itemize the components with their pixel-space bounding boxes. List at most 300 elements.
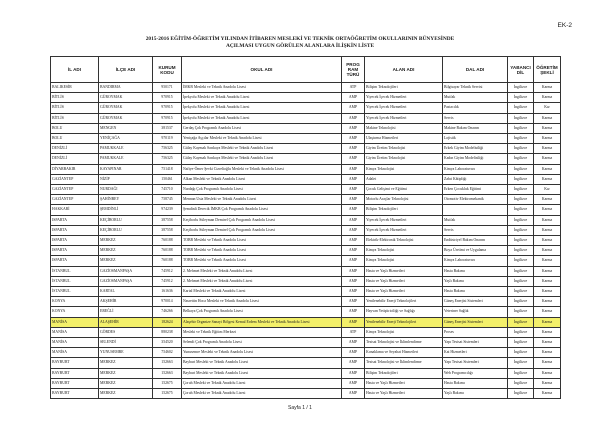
cell-program-type: AMP — [342, 134, 365, 144]
cell-school-name: Nafiye-Ömer Şevki Cizrelioğlu Mesleki ve Teknik Anadolu Lisesi — [182, 164, 342, 174]
cell-program-type: AMP — [342, 205, 365, 215]
cell-branch-name: Yaşlı Bakımı — [443, 276, 508, 286]
cell-field-name: Yiyecek İçecek Hizmetleri — [365, 225, 443, 235]
table-row — [51, 154, 561, 164]
cell-program-type: AMP — [342, 266, 365, 276]
cell-school-name: Yunusemre Mesleki ve Teknik Anadolu Lisesi — [182, 348, 342, 358]
cell-branch-name: Kimya Laboratuvarı — [443, 256, 508, 266]
cell-education-type: Karma — [534, 358, 561, 368]
cell-school-name: Bayburt Mesleki ve Teknik Anadolu Lisesi — [182, 368, 342, 378]
table-row — [51, 215, 561, 225]
cell-district: PAMUKKALE — [99, 154, 153, 164]
cell-education-type: Karma — [534, 378, 561, 388]
cell-institution-code: 746266 — [153, 307, 182, 317]
cell-field-name: Yenilenebilir Enerji Teknolojileri — [365, 297, 443, 307]
table-row — [51, 123, 561, 133]
cell-institution-code: 182624 — [153, 317, 182, 327]
cell-district: MENGEN — [99, 123, 153, 133]
table-row — [51, 348, 561, 358]
cell-education-type: Karma — [534, 134, 561, 144]
cell-foreign-language: İngilizce — [508, 83, 534, 93]
cell-education-type: Karma — [534, 236, 561, 246]
table-row — [51, 297, 561, 307]
cell-institution-code: 745912 — [153, 276, 182, 286]
cell-branch-name: Web Programcılığı — [443, 368, 508, 378]
annex-label: EK-2 — [557, 22, 572, 29]
cell-field-name: Hasta ve Yaşlı Hizmetleri — [365, 287, 443, 297]
cell-institution-code: 150461 — [153, 174, 182, 184]
header-province: İL ADI — [51, 57, 99, 83]
cell-school-name: Gerdaş Çok Programlı Anadolu Lisesi — [182, 123, 342, 133]
header-branch-name: DAL ADI — [443, 57, 508, 83]
cell-field-name: Bilişim Teknolojileri — [365, 205, 443, 215]
cell-school-name: Bayburt Mesleki ve Teknik Anadolu Lisesi — [182, 358, 342, 368]
cell-institution-code: 745710 — [153, 185, 182, 195]
cell-school-name: Mennan Usta Mesleki ve Teknik Anadolu Lisesi — [182, 195, 342, 205]
cell-foreign-language: İngilizce — [508, 358, 534, 368]
cell-province: MANİSA — [51, 327, 99, 337]
cell-school-name: Şemdinli Derecik İMKB Çok Programlı Anadolu Lisesi — [182, 205, 342, 215]
cell-district: MERKEZ — [99, 368, 153, 378]
cell-education-type: Karma — [534, 246, 561, 256]
cell-program-type: AMP — [342, 93, 365, 103]
table-row — [51, 93, 561, 103]
cell-branch-name: Kat Hizmetleri — [443, 348, 508, 358]
cell-district: GÜROYMAK — [99, 93, 153, 103]
cell-education-type: Karma — [534, 266, 561, 276]
cell-district: GÜROYMAK — [99, 103, 153, 113]
cell-education-type: Karma — [534, 327, 561, 337]
cell-school-name: 2. Mehmet Mesleki ve Teknik Anadolu Lisesi — [182, 266, 342, 276]
header-institution-code: KURUM KODU — [153, 57, 182, 83]
cell-program-type: AMP — [342, 215, 365, 225]
cell-district: AKŞEHİR — [99, 297, 153, 307]
header-district: İLÇE ADI — [99, 57, 153, 83]
cell-foreign-language: İngilizce — [508, 327, 534, 337]
cell-field-name: Giyim Üretim Teknolojisi — [365, 154, 443, 164]
cell-district: MERKEZ — [99, 256, 153, 266]
table-row — [51, 307, 561, 317]
table-row — [51, 185, 561, 195]
cell-institution-code: 970915 — [153, 113, 182, 123]
cell-branch-name: Boya Üretimi ve Uygulama — [443, 246, 508, 256]
cell-foreign-language: İngilizce — [508, 215, 534, 225]
cell-program-type: AMP — [342, 287, 365, 297]
table-row — [51, 358, 561, 368]
cell-foreign-language: İngilizce — [508, 307, 534, 317]
cell-school-name: TOBB Mesleki ve Teknik Anadolu Lisesi — [182, 256, 342, 266]
header-school-name: OKUL ADI — [182, 57, 342, 83]
cell-field-name: Yenilenebilir Enerji Teknolojileri — [365, 317, 443, 327]
cell-district: KARTAL — [99, 287, 153, 297]
cell-district: MERKEZ — [99, 358, 153, 368]
cell-field-name: Makine Teknolojisi — [365, 123, 443, 133]
cell-school-name: Gülay Kaymak Sarıkaya Mesleki ve Teknik Anadolu Lisesi — [182, 154, 342, 164]
cell-school-name: Çoruh Mesleki ve Teknik Anadolu Lisesi — [182, 389, 342, 399]
cell-program-type: AMP — [342, 358, 365, 368]
cell-school-name: Yeniçağa Aşçılar Mesleki ve Teknik Anadolu Lisesi — [182, 134, 342, 144]
cell-branch-name: Lojistik — [443, 134, 508, 144]
cell-education-type: Karma — [534, 144, 561, 154]
cell-program-type: AMP — [342, 103, 365, 113]
table-row — [51, 236, 561, 246]
cell-foreign-language: İngilizce — [508, 134, 534, 144]
cell-institution-code: 754602 — [153, 348, 182, 358]
cell-field-name: Kimya Teknolojisi — [365, 256, 443, 266]
cell-school-name: Nurdağı Çok Programlı Anadolu Lisesi — [182, 185, 342, 195]
cell-education-type: Karma — [534, 338, 561, 348]
cell-province: ISPARTA — [51, 215, 99, 225]
table-row — [51, 317, 561, 327]
table-row — [51, 174, 561, 184]
cell-field-name: Adalet — [365, 174, 443, 184]
table-row — [51, 276, 561, 286]
cell-institution-code: 950171 — [153, 83, 182, 93]
cell-field-name: Bilişim Teknolojileri — [365, 368, 443, 378]
header-program-type: PROG RAM TÜRÜ — [342, 57, 365, 83]
cell-foreign-language: İngilizce — [508, 276, 534, 286]
cell-school-name: Belkaya Çok Programlı Anadolu Lisesi — [182, 307, 342, 317]
cell-province: BALIKESİR — [51, 83, 99, 93]
cell-field-name: Elektrik-Elektronik Teknolojisi — [365, 236, 443, 246]
cell-foreign-language: İngilizce — [508, 236, 534, 246]
cell-district: MERKEZ — [99, 246, 153, 256]
cell-province: MANİSA — [51, 338, 99, 348]
cell-foreign-language: İngilizce — [508, 225, 534, 235]
cell-branch-name: Mutfak — [443, 215, 508, 225]
cell-foreign-language: İngilizce — [508, 368, 534, 378]
cell-institution-code: 161636 — [153, 287, 182, 297]
cell-province: MANİSA — [51, 348, 99, 358]
cell-education-type: Karma — [534, 276, 561, 286]
cell-institution-code: 387558 — [153, 215, 182, 225]
cell-province: BOLU — [51, 134, 99, 144]
cell-district: GAZİOSMANPAŞA — [99, 266, 153, 276]
cell-district: KEÇİBORLU — [99, 215, 153, 225]
cell-program-type: AMP — [342, 113, 365, 123]
cell-school-name: Keçiborlu Süleyman Demirel Çok Programlı Anadolu Lisesi — [182, 215, 342, 225]
cell-institution-code: 970915 — [153, 93, 182, 103]
cell-program-type: AMP — [342, 123, 365, 133]
cell-institution-code: 152675 — [153, 378, 182, 388]
cell-district: KAYAPINAR — [99, 164, 153, 174]
cell-education-type: Kız — [534, 103, 561, 113]
cell-district: GAZİOSMANPAŞA — [99, 276, 153, 286]
table-row — [51, 195, 561, 205]
cell-province: BİTLİS — [51, 93, 99, 103]
cell-district: GÖRDES — [99, 327, 153, 337]
table-row — [51, 225, 561, 235]
cell-district: ŞAHİNBEY — [99, 195, 153, 205]
cell-branch-name: Güneş Enerjisi Sistemleri — [443, 297, 508, 307]
cell-foreign-language: İngilizce — [508, 246, 534, 256]
cell-school-name: Keçiborlu Süleyman Demirel Çok Programlı Anadolu Lisesi — [182, 225, 342, 235]
cell-province: ISPARTA — [51, 236, 99, 246]
table-row — [51, 205, 561, 215]
cell-education-type: Kız — [534, 185, 561, 195]
document-title: 2015-2016 EĞİTİM-ÖĞRETİM YILINDAN İTİBAREN MESLEKİ VE TEKNİK ORTAÖĞRETİM OKULLARININ BÜNYESİNDE — [145, 36, 455, 42]
cell-district: YUNUSEMRE — [99, 348, 153, 358]
cell-district: MERKEZ — [99, 236, 153, 246]
cell-program-type: AMP — [342, 195, 365, 205]
cell-education-type: Karma — [534, 164, 561, 174]
cell-province: GAZİANTEP — [51, 195, 99, 205]
cell-institution-code: 751418 — [153, 164, 182, 174]
table-row — [51, 83, 561, 93]
header-foreign-language: YABANCI DİL — [508, 57, 534, 83]
cell-institution-code: 970119 — [153, 134, 182, 144]
cell-institution-code: 152663 — [153, 368, 182, 378]
cell-district: PAMUKKALE — [99, 144, 153, 154]
cell-education-type: Karma — [534, 389, 561, 399]
table-row — [51, 144, 561, 154]
cell-program-type: AMP — [342, 389, 365, 399]
cell-school-name: Mesleki ve Teknik Eğitim Merkezi — [182, 327, 342, 337]
cell-province: ISPARTA — [51, 256, 99, 266]
table-row — [51, 327, 561, 337]
cell-branch-name: Hasta Bakımı — [443, 378, 508, 388]
cell-province: KONYA — [51, 297, 99, 307]
cell-branch-name: Güneş Enerjisi Sistemleri — [443, 317, 508, 327]
cell-program-type: AMP — [342, 154, 365, 164]
cell-school-name: İpekyolu Mesleki ve Teknik Anadolu Lisesi — [182, 113, 342, 123]
cell-foreign-language: İngilizce — [508, 205, 534, 215]
cell-foreign-language: İngilizce — [508, 195, 534, 205]
cell-program-type: AMP — [342, 164, 365, 174]
cell-school-name: Alaşehir Organize Sanayi Bölgesi Kemal Erdem Mesleki ve Teknik Anadolu Lisesi — [182, 317, 342, 327]
cell-foreign-language: İngilizce — [508, 317, 534, 327]
cell-school-name: Alkan Mesleki ve Teknik Anadolu Lisesi — [182, 174, 342, 184]
document-subtitle: AÇILMASI UYGUN GÖRÜLEN ALANLARA İLİŞKİN LİSTE — [225, 43, 375, 49]
cell-program-type: AMP — [342, 246, 365, 256]
cell-institution-code: 152663 — [153, 358, 182, 368]
cell-education-type: Karma — [534, 174, 561, 184]
cell-institution-code: 756325 — [153, 154, 182, 164]
cell-branch-name: Servis — [443, 225, 508, 235]
cell-institution-code: 745912 — [153, 266, 182, 276]
cell-education-type: Karma — [534, 287, 561, 297]
cell-school-name: İMKB Mesleki ve Teknik Anadolu Lisesi — [182, 83, 342, 93]
table-row — [51, 368, 561, 378]
table-row — [51, 338, 561, 348]
cell-program-type: AMP — [342, 174, 365, 184]
cell-province: GAZİANTEP — [51, 174, 99, 184]
cell-field-name: Yiyecek İçecek Hizmetleri — [365, 215, 443, 225]
cell-branch-name: Erkek Giyim Modelistliği — [443, 144, 508, 154]
cell-district: KEÇİBORLU — [99, 225, 153, 235]
cell-province: BAYBURT — [51, 368, 99, 378]
cell-foreign-language: İngilizce — [508, 287, 534, 297]
cell-branch-name: Yapı Tesisat Sistemleri — [443, 358, 508, 368]
cell-branch-name: Yapı Tesisat Sistemleri — [443, 338, 508, 348]
cell-school-name: Nasrettin Hoca Mesleki ve Teknik Anadolu Lisesi — [182, 297, 342, 307]
cell-education-type: Karma — [534, 195, 561, 205]
cell-program-type: AMP — [342, 338, 365, 348]
cell-school-name: 2. Mehmet Mesleki ve Teknik Anadolu Lisesi — [182, 276, 342, 286]
cell-institution-code: 760188 — [153, 236, 182, 246]
cell-institution-code: 381537 — [153, 123, 182, 133]
cell-province: GAZİANTEP — [51, 185, 99, 195]
table-row — [51, 287, 561, 297]
cell-foreign-language: İngilizce — [508, 123, 534, 133]
cell-province: DENİZLİ — [51, 154, 99, 164]
cell-province: DENİZLİ — [51, 144, 99, 154]
cell-education-type: Karma — [534, 348, 561, 358]
cell-province: BAYBURT — [51, 378, 99, 388]
cell-branch-name: Endüstriyel Bakım Onarım — [443, 236, 508, 246]
table-row — [51, 134, 561, 144]
cell-province: KONYA — [51, 307, 99, 317]
cell-field-name: Hasta ve Yaşlı Hizmetleri — [365, 266, 443, 276]
cell-branch-name: Erken Çocukluk Eğitimi — [443, 185, 508, 195]
cell-foreign-language: İngilizce — [508, 174, 534, 184]
cell-province: ISPARTA — [51, 225, 99, 235]
cell-field-name: Hasta ve Yaşlı Hizmetleri — [365, 276, 443, 286]
cell-school-name: Gülay Kaymak Sarıkaya Mesleki ve Teknik Anadolu Lisesi — [182, 144, 342, 154]
cell-province: İSTANBUL — [51, 287, 99, 297]
cell-school-name: TOBB Mesleki ve Teknik Anadolu Lisesi — [182, 246, 342, 256]
table-row — [51, 378, 561, 388]
header-field-name: ALAN ADI — [365, 57, 443, 83]
cell-field-name: Motorlu Araçlar Teknolojisi — [365, 195, 443, 205]
cell-program-type: AMP — [342, 317, 365, 327]
cell-branch-name: Proses — [443, 327, 508, 337]
cell-district: SELENDİ — [99, 338, 153, 348]
cell-education-type: Karma — [534, 297, 561, 307]
cell-program-type: AMP — [342, 297, 365, 307]
cell-field-name: Yiyecek İçecek Hizmetleri — [365, 93, 443, 103]
cell-program-type: AMP — [342, 225, 365, 235]
cell-education-type: Karma — [534, 256, 561, 266]
cell-school-name: Kartal Mesleki ve Teknik Anadolu Lisesi — [182, 287, 342, 297]
cell-foreign-language: İngilizce — [508, 389, 534, 399]
cell-foreign-language: İngilizce — [508, 144, 534, 154]
cell-education-type: Karma — [534, 83, 561, 93]
cell-province: BİTLİS — [51, 113, 99, 123]
cell-education-type: Karma — [534, 225, 561, 235]
cell-field-name: Hasta ve Yaşlı Hizmetleri — [365, 378, 443, 388]
cell-foreign-language: İngilizce — [508, 338, 534, 348]
cell-program-type: AMP — [342, 368, 365, 378]
cell-district: MERKEZ — [99, 378, 153, 388]
cell-program-type: AMP — [342, 185, 365, 195]
cell-province: MANİSA — [51, 317, 99, 327]
cell-field-name: Kimya Teknolojisi — [365, 246, 443, 256]
cell-school-name: Selendi Çok Programlı Anadolu Lisesi — [182, 338, 342, 348]
cell-institution-code: 760188 — [153, 246, 182, 256]
cell-school-name: İpekyolu Mesleki ve Teknik Anadolu Lisesi — [182, 103, 342, 113]
cell-institution-code: 760188 — [153, 256, 182, 266]
cell-program-type: AMP — [342, 236, 365, 246]
cell-program-type: AMP — [342, 144, 365, 154]
cell-district: BANDIRMA — [99, 83, 153, 93]
cell-branch-name: Kadın Giyim Modelistliği — [443, 154, 508, 164]
cell-field-name: Hasta ve Yaşlı Hizmetleri — [365, 389, 443, 399]
table-row — [51, 266, 561, 276]
cell-institution-code: 974239 — [153, 205, 182, 215]
cell-institution-code: 152675 — [153, 389, 182, 399]
cell-program-type: AMP — [342, 378, 365, 388]
cell-education-type: Karma — [534, 317, 561, 327]
cell-province: BAYBURT — [51, 358, 99, 368]
cell-foreign-language: İngilizce — [508, 93, 534, 103]
cell-district: ALAŞEHİR — [99, 317, 153, 327]
cell-district: YENİÇAĞA — [99, 134, 153, 144]
cell-branch-name: Hasta Bakımı — [443, 287, 508, 297]
cell-institution-code: 970915 — [153, 103, 182, 113]
cell-branch-name — [443, 205, 508, 215]
cell-branch-name: Pastacılık — [443, 103, 508, 113]
cell-school-name: İpekyolu Mesleki ve Teknik Anadolu Lisesi — [182, 93, 342, 103]
cell-branch-name: Hasta Bakımı — [443, 266, 508, 276]
cell-branch-name: Zabıt Kâtipliği — [443, 174, 508, 184]
cell-foreign-language: İngilizce — [508, 256, 534, 266]
page-number: Sayfa 1 / 1 — [288, 405, 312, 411]
cell-education-type: Karma — [534, 215, 561, 225]
cell-field-name: Konaklama ve Seyahat Hizmetleri — [365, 348, 443, 358]
cell-program-type: ATP — [342, 327, 365, 337]
cell-education-type: Karma — [534, 205, 561, 215]
cell-program-type: ATP — [342, 83, 365, 93]
cell-district: NİZİP — [99, 174, 153, 184]
cell-branch-name: Kimya Laboratuvarı — [443, 164, 508, 174]
cell-province: İSTANBUL — [51, 266, 99, 276]
cell-education-type: Karma — [534, 307, 561, 317]
table-header-row — [51, 57, 561, 83]
cell-foreign-language: İngilizce — [508, 185, 534, 195]
cell-branch-name: Mutfak — [443, 93, 508, 103]
cell-province: BİTLİS — [51, 103, 99, 113]
cell-field-name: Bilişim Teknolojileri — [365, 83, 443, 93]
cell-field-name: Tesisat Teknolojisi ve İklimlendirme — [365, 338, 443, 348]
cell-province: BOLU — [51, 123, 99, 133]
cell-branch-name: Veteriner Sağlık — [443, 307, 508, 317]
cell-program-type: AMP — [342, 256, 365, 266]
cell-institution-code: 880238 — [153, 327, 182, 337]
cell-branch-name: Bilgisayar Teknik Servisi — [443, 83, 508, 93]
cell-education-type: Karma — [534, 154, 561, 164]
table-row — [51, 246, 561, 256]
cell-branch-name: Yaşlı Bakımı — [443, 389, 508, 399]
cell-institution-code: 387558 — [153, 225, 182, 235]
cell-institution-code: 756325 — [153, 144, 182, 154]
cell-education-type: Karma — [534, 93, 561, 103]
cell-school-name: Çoruh Mesleki ve Teknik Anadolu Lisesi — [182, 378, 342, 388]
cell-field-name: Hayvan Yetiştiriciliği ve Sağlığı — [365, 307, 443, 317]
cell-education-type: Karma — [534, 368, 561, 378]
cell-foreign-language: İngilizce — [508, 297, 534, 307]
cell-province: ISPARTA — [51, 246, 99, 256]
table-row — [51, 103, 561, 113]
cell-program-type: AMP — [342, 348, 365, 358]
cell-district: NURDAĞI — [99, 185, 153, 195]
table-row — [51, 389, 561, 399]
cell-field-name: Kimya Teknolojisi — [365, 327, 443, 337]
table-row — [51, 113, 561, 123]
cell-program-type: AMP — [342, 276, 365, 286]
schools-table — [50, 56, 561, 399]
cell-foreign-language: İngilizce — [508, 103, 534, 113]
table-row — [51, 164, 561, 174]
cell-institution-code: 970014 — [153, 297, 182, 307]
cell-branch-name: Makine Bakım Onarım — [443, 123, 508, 133]
cell-district: MERKEZ — [99, 389, 153, 399]
cell-district: EREĞLİ — [99, 307, 153, 317]
cell-education-type: Karma — [534, 113, 561, 123]
header-education-type: ÖĞRETİM ŞEKLİ — [534, 57, 561, 83]
cell-district: ŞEMDİNLİ — [99, 205, 153, 215]
cell-field-name: Çocuk Gelişimi ve Eğitimi — [365, 185, 443, 195]
